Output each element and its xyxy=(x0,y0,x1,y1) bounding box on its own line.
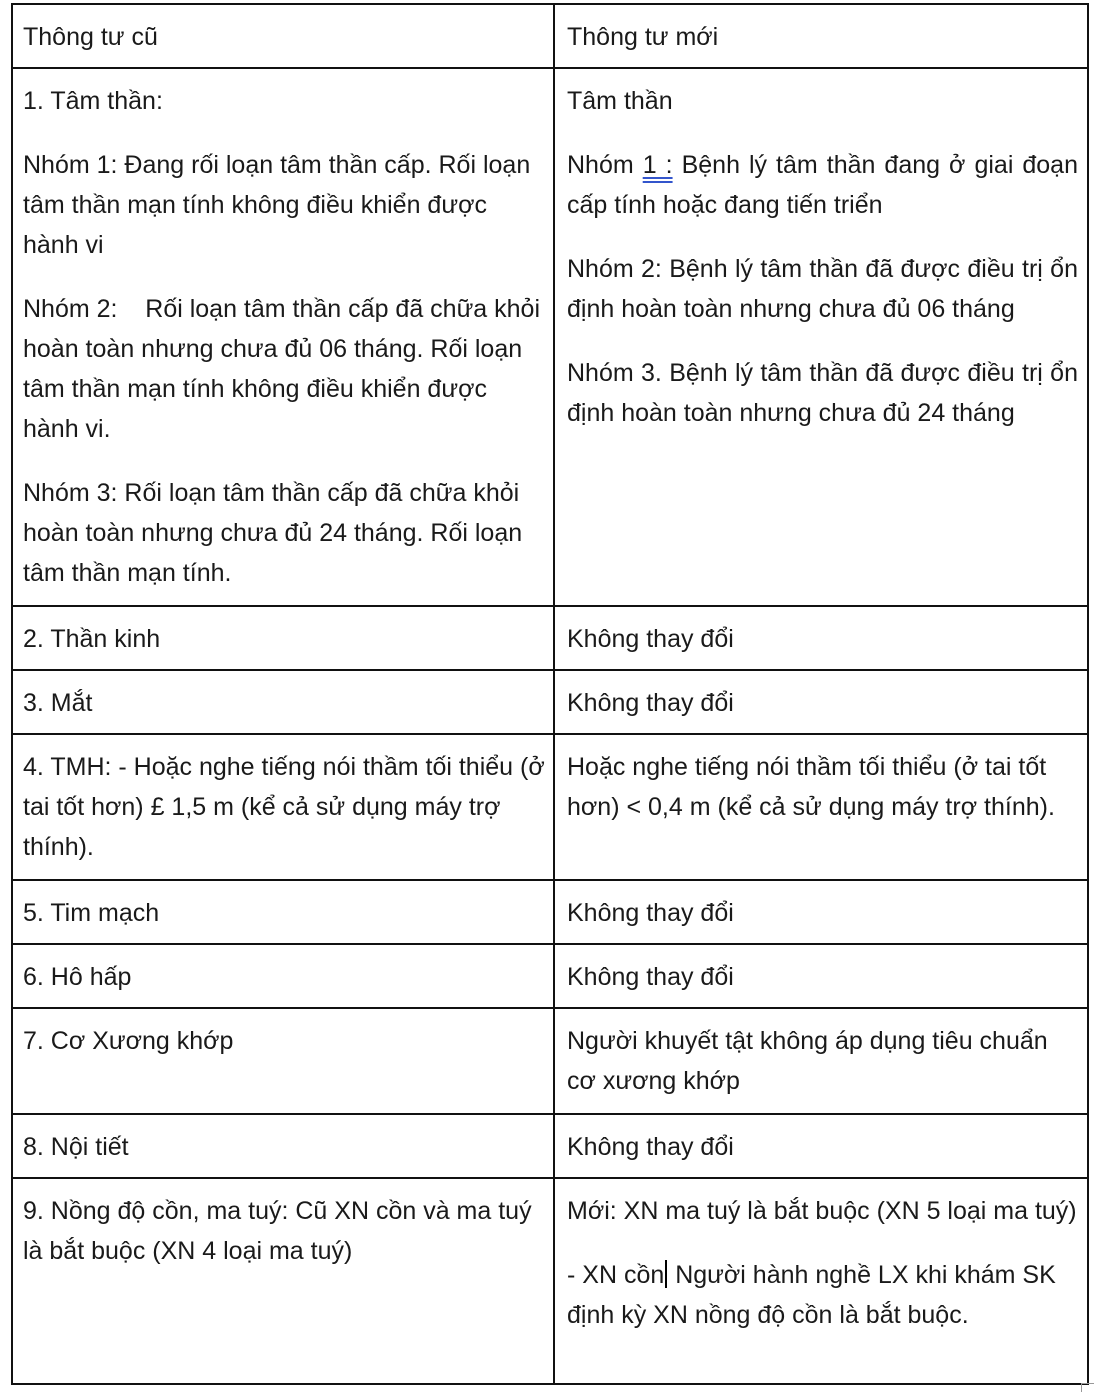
row9-new-cell xyxy=(554,1178,1088,1384)
table-row xyxy=(12,68,1088,606)
table-header-row xyxy=(12,4,1088,68)
row4-old-cell xyxy=(12,734,554,880)
header-new xyxy=(554,4,1088,68)
row8-old-text: 8. Nội tiết xyxy=(23,1133,129,1161)
row4-new-cell xyxy=(554,734,1088,880)
row1-new-group1-prefix: Nhóm xyxy=(567,151,643,179)
header-old xyxy=(12,4,554,68)
row1-old-cell xyxy=(12,68,554,606)
row7-new-text: Người khuyết tật không áp dụng tiêu chuẩn cơ xương khớp xyxy=(567,1027,1048,1095)
row3-new-cell xyxy=(554,670,1088,734)
row9-new-line1: Mới: XN ma tuý là bắt buộc (XN 5 loại ma tuý) xyxy=(567,1197,1077,1225)
row2-old-text: 2. Thần kinh xyxy=(23,625,161,653)
row1-new-group2: Nhóm 2: Bệnh lý tâm thần đã được điều trị ổn định hoàn toàn nhưng chưa đủ 06 tháng xyxy=(567,255,1078,323)
row2-new-text: Không thay đổi xyxy=(567,625,734,653)
row8-old-cell xyxy=(12,1114,554,1178)
table-row xyxy=(12,1114,1088,1178)
row1-new-cell xyxy=(554,68,1088,606)
row3-old-text: 3. Mắt xyxy=(23,689,93,717)
row7-old-text: 7. Cơ Xương khớp xyxy=(23,1027,234,1055)
row9-old-cell xyxy=(12,1178,554,1384)
table-row xyxy=(12,1008,1088,1114)
row3-old-cell xyxy=(12,670,554,734)
page-corner-mark xyxy=(1081,1383,1094,1392)
row5-new-text: Không thay đổi xyxy=(567,899,734,927)
row7-new-cell xyxy=(554,1008,1088,1114)
row9-new-line2-b: Người hành nghề LX khi khám SK định kỳ XN nồng độ cồn là bắt buộc. xyxy=(567,1261,1056,1329)
table-row xyxy=(12,880,1088,944)
row1-new-group1-number: 1 : xyxy=(642,151,673,179)
table-row xyxy=(12,606,1088,670)
row3-new-text: Không thay đổi xyxy=(567,689,734,717)
row2-new-cell xyxy=(554,606,1088,670)
row5-old-text: 5. Tim mạch xyxy=(23,899,160,927)
row6-new-cell xyxy=(554,944,1088,1008)
row5-old-cell xyxy=(12,880,554,944)
row1-new-group3: Nhóm 3. Bệnh lý tâm thần đã được điều trị ổn định hoàn toàn nhưng chưa đủ 24 tháng xyxy=(567,359,1078,427)
row6-old-text: 6. Hô hấp xyxy=(23,963,132,991)
row4-new-text: Hoặc nghe tiếng nói thầm tối thiểu (ở tai tốt hơn) < 0,4 m (kể cả sử dụng máy trợ thính). xyxy=(567,753,1055,821)
row8-new-text: Không thay đổi xyxy=(567,1133,734,1161)
comparison-table xyxy=(11,3,1089,1385)
row1-old-group3: Nhóm 3: Rối loạn tâm thần cấp đã chữa khỏi hoàn toàn nhưng chưa đủ 24 tháng. Rối loạn tâm thần mạn tính. xyxy=(23,479,523,587)
row9-new-line2-a: - XN cồn xyxy=(567,1261,665,1289)
row1-new-group1-text: Bệnh lý tâm thần đang ở giai đoạn cấp tính hoặc đang tiến triển xyxy=(567,151,1078,219)
row1-new-title: Tâm thần xyxy=(567,87,673,115)
row5-new-cell xyxy=(554,880,1088,944)
row2-old-cell xyxy=(12,606,554,670)
header-new-text: Thông tư mới xyxy=(567,23,719,51)
table-row xyxy=(12,944,1088,1008)
row6-old-cell xyxy=(12,944,554,1008)
row1-old-title: 1. Tâm thần: xyxy=(23,87,163,115)
row9-new-line2 xyxy=(567,1255,1078,1335)
row6-new-text: Không thay đổi xyxy=(567,963,734,991)
row1-new-group1 xyxy=(567,145,1078,225)
table-row xyxy=(12,734,1088,880)
row9-old-text: 9. Nồng độ cồn, ma tuý: Cũ XN cồn và ma tuý là bắt buộc (XN 4 loại ma tuý) xyxy=(23,1197,532,1265)
row1-old-group1: Nhóm 1: Đang rối loạn tâm thần cấp. Rối loạn tâm thần mạn tính không điều khiển được hành vi xyxy=(23,151,531,259)
row1-old-group2: Nhóm 2: Rối loạn tâm thần cấp đã chữa khỏi hoàn toàn nhưng chưa đủ 06 tháng. Rối loạn tâm thần mạn tính không điều khiển được hành vi. xyxy=(23,295,547,443)
comparison-table-container xyxy=(11,3,1084,1385)
table-row xyxy=(12,1178,1088,1384)
text-cursor-icon xyxy=(665,1260,667,1288)
table-row xyxy=(12,670,1088,734)
row7-old-cell xyxy=(12,1008,554,1114)
row8-new-cell xyxy=(554,1114,1088,1178)
row4-old-text: 4. TMH: - Hoặc nghe tiếng nói thầm tối thiểu (ở tai tốt hơn) £ 1,5 m (kể cả sử dụng máy trợ thính). xyxy=(23,753,545,861)
header-old-text: Thông tư cũ xyxy=(23,23,158,51)
